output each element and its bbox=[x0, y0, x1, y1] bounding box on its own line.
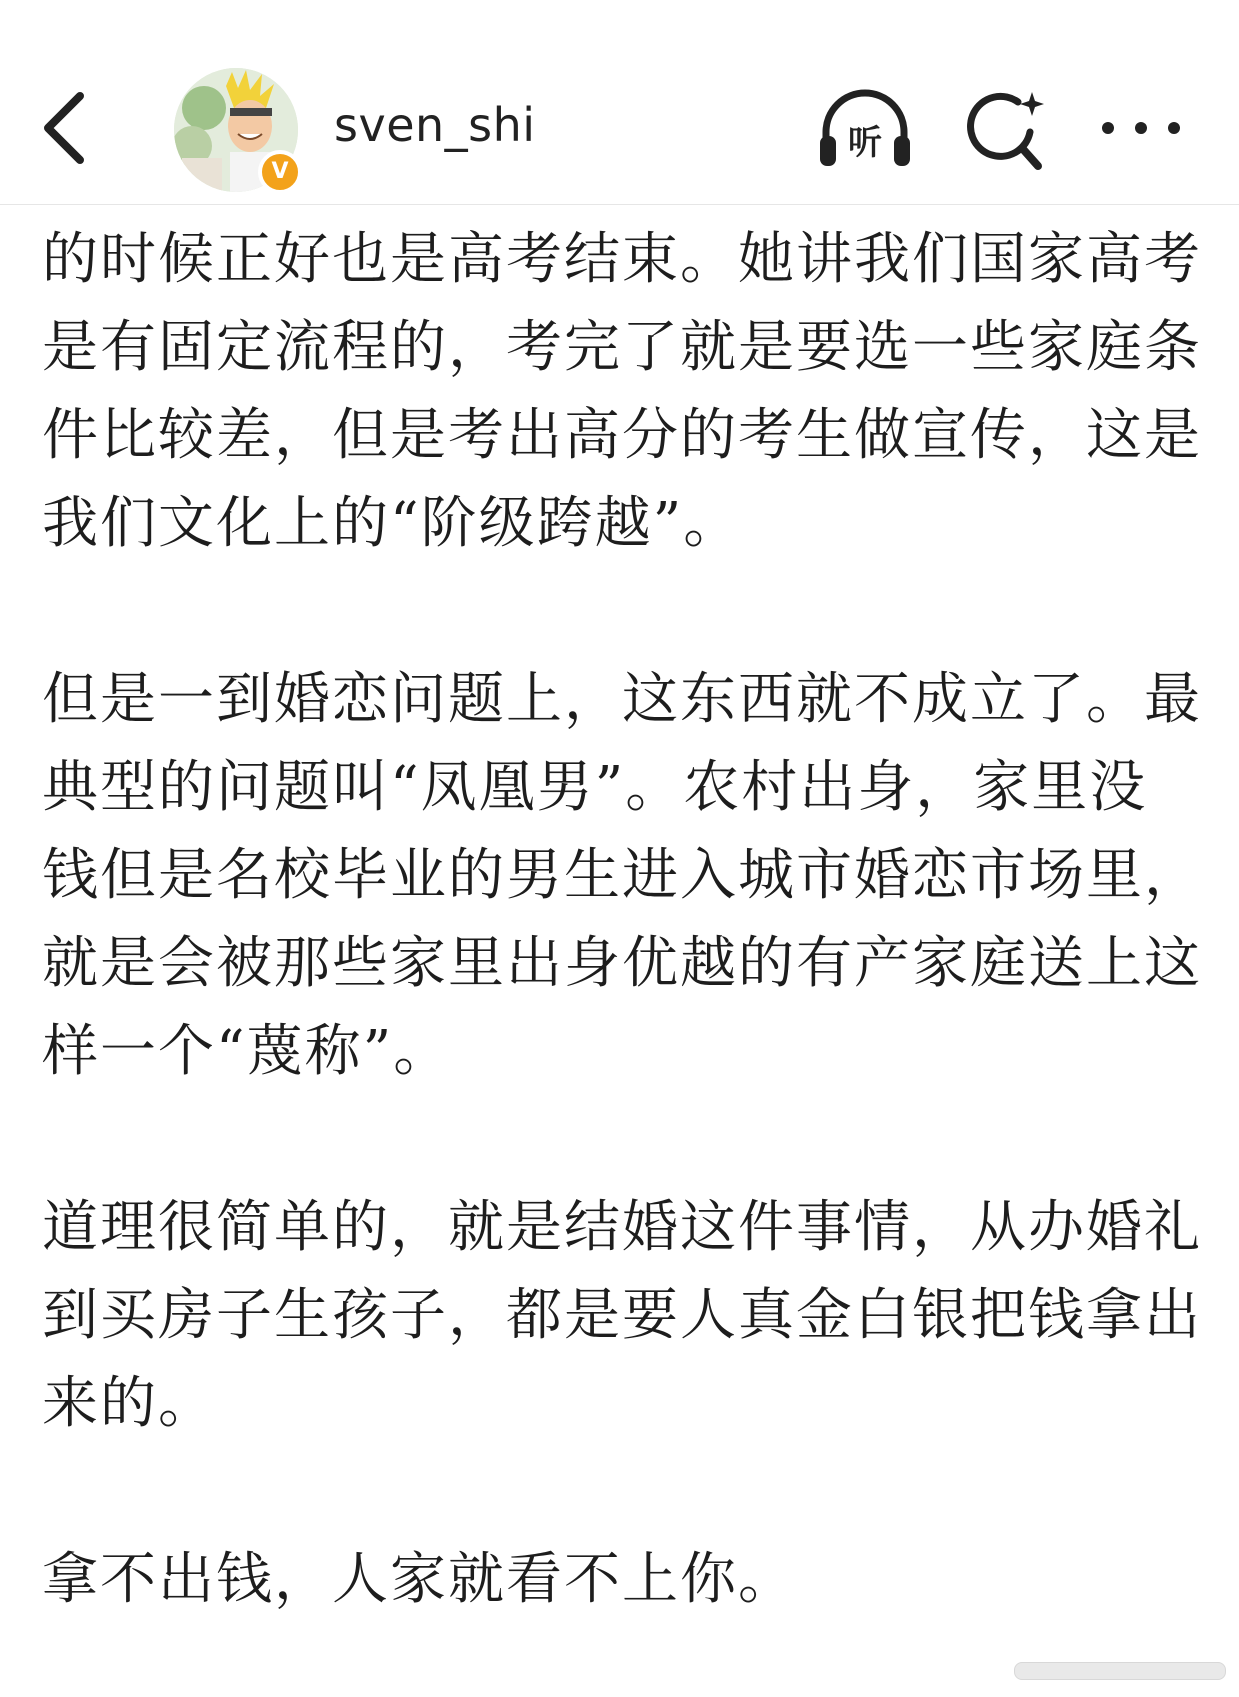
back-chevron-icon bbox=[38, 88, 98, 168]
article-paragraph: 道理很简单的，就是结婚这件事情，从办婚礼到买房子生孩子，都是要人真金白银把钱拿出来的。 bbox=[42, 1195, 1202, 1436]
headphones-listen-icon bbox=[816, 86, 914, 172]
listen-button[interactable] bbox=[816, 86, 914, 172]
username[interactable]: sven_shi bbox=[334, 98, 536, 152]
horizontal-scrollbar[interactable] bbox=[1014, 1662, 1226, 1680]
search-button[interactable] bbox=[966, 86, 1048, 172]
more-dots-icon bbox=[1098, 108, 1184, 148]
back-button[interactable] bbox=[38, 88, 98, 168]
listen-label: 听 bbox=[848, 123, 882, 163]
ai-search-icon bbox=[966, 86, 1048, 172]
article-paragraph: 的时候正好也是高考结束。她讲我们国家高考是有固定流程的，考完了就是要选一些家庭条件比较差，但是考出高分的考生做宣传，这是我们文化上的“阶级跨越”。 bbox=[42, 227, 1202, 556]
article-paragraph: 拿不出钱，人家就看不上你。 bbox=[42, 1547, 796, 1612]
more-button[interactable] bbox=[1098, 108, 1184, 148]
top-bar bbox=[0, 0, 1239, 205]
article-paragraph: 但是一到婚恋问题上，这东西就不成立了。最典型的问题叫“凤凰男”。农村出身，家里没钱但是名校毕业的男生进入城市婚恋市场里，就是会被那些家里出身优越的有产家庭送上这样一个“蔑称”。 bbox=[42, 667, 1202, 1084]
verified-badge: V bbox=[258, 150, 302, 194]
article-body bbox=[42, 160, 1202, 1624]
